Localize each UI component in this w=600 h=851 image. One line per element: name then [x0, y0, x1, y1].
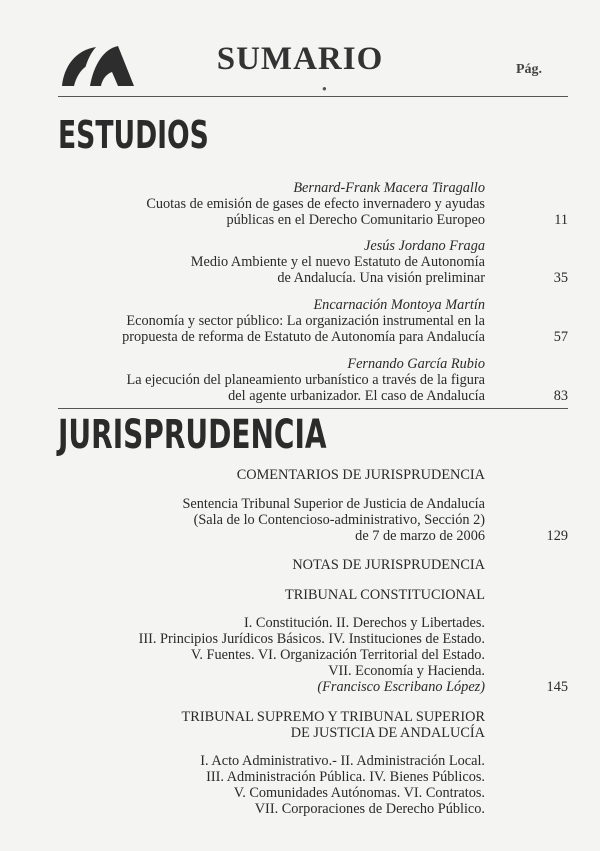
- entry-title-line: V. Comunidades Autónomas. VI. Contratos.: [233, 785, 485, 801]
- entry-title-line: III. Principios Jurídicos Básicos. IV. Instituciones de Estado.: [138, 631, 485, 647]
- entry-author: (Francisco Escribano López): [317, 679, 485, 695]
- entry-title-line: I. Acto Administrativo.- II. Administración Local.: [200, 753, 485, 769]
- entry-title-line: VII. Economía y Hacienda.: [328, 663, 485, 679]
- entry-title-line: de Andalucía. Una visión preliminar: [277, 270, 485, 286]
- section-divider: [58, 408, 568, 409]
- toc-entry: [146, 180, 485, 228]
- entry-title-line: (Sala de lo Contencioso-administrativo, Sección 2): [193, 512, 485, 528]
- entry-title-line: de 7 de marzo de 2006: [355, 528, 485, 544]
- title-ornament: ●: [322, 84, 327, 93]
- page-title: SUMARIO: [216, 41, 384, 77]
- entry-author: Bernard-Frank Macera Tiragallo: [293, 180, 485, 196]
- entry-title-line: La ejecución del planeamiento urbanístico a través de la figura: [126, 372, 485, 388]
- toc-entry: [139, 615, 485, 695]
- entry-title-line: públicas en el Derecho Comunitario Europeo: [226, 212, 485, 228]
- entry-page-number: 129: [546, 528, 568, 544]
- entry-title-line: propuesta de reforma de Estatuto de Autonomía para Andalucía: [122, 329, 485, 345]
- header-divider: [58, 96, 568, 97]
- page-column-label: Pág.: [516, 62, 543, 77]
- subsection-heading: TRIBUNAL CONSTITUCIONAL: [284, 587, 485, 603]
- section-title-estudios: ESTUDIOS: [58, 113, 209, 157]
- entry-page-number: 35: [553, 270, 568, 286]
- entry-page-number: 83: [553, 388, 568, 404]
- subsection-heading: COMENTARIOS DE JURISPRUDENCIA: [236, 467, 485, 483]
- subsection-heading: [182, 709, 485, 741]
- entry-title-line: VII. Corporaciones de Derecho Público.: [254, 801, 485, 817]
- heading-line: DE JUSTICIA DE ANDALUCÍA: [290, 725, 485, 741]
- entry-title-line: I. Constitución. II. Derechos y Libertades.: [244, 615, 485, 631]
- entry-author: Encarnación Montoya Martín: [313, 297, 485, 313]
- entry-title-line: Cuotas de emisión de gases de efecto invernadero y ayudas: [146, 196, 485, 212]
- entry-title-line: del agente urbanizador. El caso de Andalucía: [228, 388, 485, 404]
- section-title-jurisprudencia: JURISPRUDENCIA: [58, 412, 327, 458]
- toc-entry: [127, 356, 485, 404]
- heading-line: TRIBUNAL SUPREMO Y TRIBUNAL SUPERIOR: [181, 709, 485, 725]
- toc-entry: [200, 753, 485, 817]
- entry-title-line: Medio Ambiente y el nuevo Estatuto de Autonomía: [190, 254, 485, 270]
- entry-title-line: Economía y sector público: La organización instrumental en la: [126, 313, 485, 329]
- toc-entry: [191, 238, 485, 286]
- entry-title-line: III. Administración Pública. IV. Bienes Públicos.: [206, 769, 485, 785]
- entry-page-number: 11: [554, 212, 568, 228]
- entry-author: Fernando García Rubio: [347, 356, 485, 372]
- toc-entry: [122, 297, 485, 345]
- entry-page-number: 57: [553, 329, 568, 345]
- entry-title-line: V. Fuentes. VI. Organización Territorial del Estado.: [190, 647, 485, 663]
- entry-title-line: Sentencia Tribunal Superior de Justicia de Andalucía: [182, 496, 485, 512]
- subsection-heading: NOTAS DE JURISPRUDENCIA: [292, 557, 485, 573]
- toc-entry: [182, 496, 485, 544]
- entry-author: Jesús Jordano Fraga: [364, 238, 485, 254]
- entry-page-number: 145: [546, 679, 568, 695]
